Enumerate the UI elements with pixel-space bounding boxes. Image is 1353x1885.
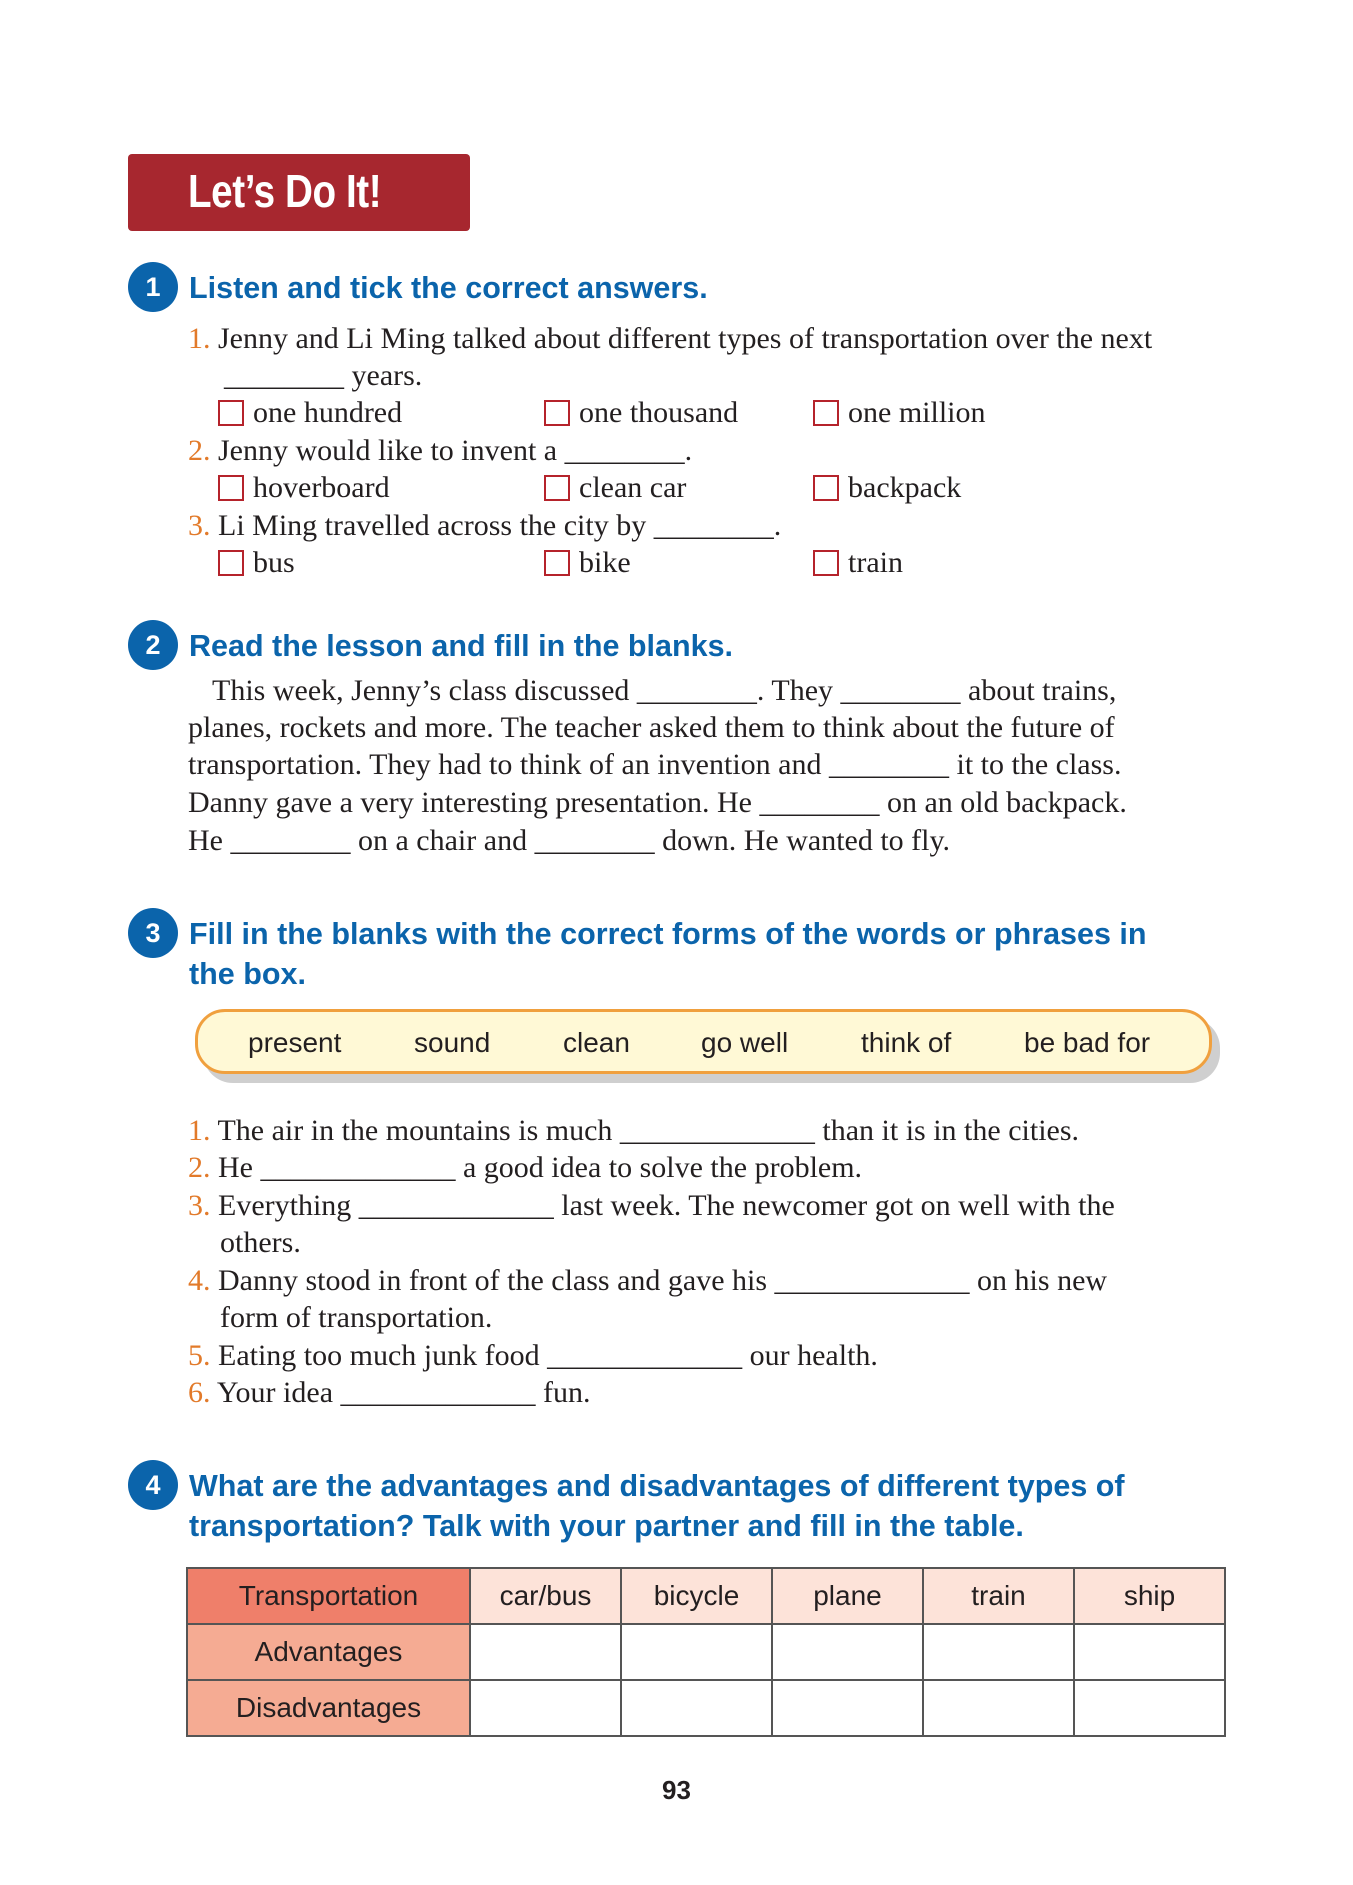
word-option: clean (563, 1027, 630, 1058)
checkbox-icon[interactable] (813, 475, 839, 501)
table-column-header: car/bus (470, 1568, 621, 1624)
exercise-item (188, 1187, 1115, 1224)
section-number-badge: 3 (128, 908, 178, 958)
option-checkbox[interactable] (218, 469, 390, 506)
section-title-line: the box. (189, 957, 306, 991)
option-checkbox[interactable] (218, 544, 295, 581)
question-1 (188, 320, 1152, 357)
table-header-row (187, 1568, 1225, 1624)
table-cell[interactable] (923, 1680, 1074, 1736)
passage-line: He ________ on a chair and ________ down. He wanted to fly. (188, 824, 951, 857)
checkbox-icon[interactable] (218, 400, 244, 426)
word-box (195, 1009, 1212, 1074)
exercise-item-continuation: form of transportation. (220, 1301, 493, 1334)
section-number-badge: 2 (128, 620, 178, 670)
option-label: hoverboard (253, 471, 390, 504)
option-checkbox[interactable] (813, 469, 961, 506)
item-number: 2. (188, 1151, 211, 1184)
table-row (187, 1624, 1225, 1680)
section-number-badge: 1 (128, 262, 178, 312)
item-number: 1. (188, 1114, 211, 1147)
passage-line: planes, rockets and more. The teacher asked them to think about the future of (188, 711, 1115, 744)
checkbox-icon[interactable] (544, 550, 570, 576)
option-checkbox[interactable] (218, 394, 402, 431)
question-2 (188, 432, 692, 469)
table-corner-cell: Transportation (187, 1568, 470, 1624)
section-title-line: transportation? Talk with your partner and fill in the table. (189, 1509, 1024, 1543)
option-label: bus (253, 546, 295, 579)
question-text: Jenny would like to invent a ________. (218, 434, 693, 467)
item-text: He _____________ a good idea to solve the problem. (218, 1151, 863, 1184)
option-checkbox[interactable] (544, 544, 631, 581)
passage-line: transportation. They had to think of an invention and ________ it to the class. (188, 748, 1122, 781)
item-number: 3. (188, 1189, 211, 1222)
section-title-line: What are the advantages and disadvantages of different types of (189, 1469, 1125, 1503)
option-label: clean car (579, 471, 687, 504)
option-label: one thousand (579, 396, 739, 429)
word-option: go well (701, 1027, 789, 1058)
checkbox-icon[interactable] (813, 550, 839, 576)
question-number: 3. (188, 509, 211, 542)
question-1-continuation: ________ years. (224, 359, 423, 392)
banner-title: Let’s Do It! (188, 165, 382, 217)
passage-line: Danny gave a very interesting presentation. He ________ on an old backpack. (188, 786, 1127, 819)
table-cell[interactable] (1074, 1624, 1225, 1680)
page-number: 93 (662, 1775, 691, 1805)
item-text: Eating too much junk food _____________ our health. (218, 1339, 878, 1372)
option-label: backpack (848, 471, 962, 504)
section-title: Listen and tick the correct answers. (189, 271, 708, 305)
table-row (187, 1680, 1225, 1736)
exercise-item-continuation: others. (220, 1226, 301, 1259)
exercise-item (188, 1374, 591, 1411)
table-cell[interactable] (470, 1680, 621, 1736)
table-row-header: Disadvantages (187, 1680, 470, 1736)
item-text: The air in the mountains is much _____________ than it is in the cities. (217, 1114, 1080, 1147)
table-column-header: bicycle (621, 1568, 772, 1624)
item-text: Your idea _____________ fun. (216, 1376, 591, 1409)
table-cell[interactable] (1074, 1680, 1225, 1736)
item-text: Everything _____________ last week. The newcomer got on well with the (218, 1189, 1115, 1222)
item-number: 4. (188, 1264, 211, 1297)
item-number: 6. (188, 1376, 211, 1409)
section-title: Read the lesson and fill in the blanks. (189, 629, 734, 663)
item-text: Danny stood in front of the class and gave his _____________ on his new (218, 1264, 1108, 1297)
word-option: think of (861, 1027, 952, 1058)
option-label: one hundred (253, 396, 403, 429)
table-cell[interactable] (621, 1680, 772, 1736)
checkbox-icon[interactable] (544, 475, 570, 501)
option-label: bike (579, 546, 631, 579)
option-checkbox[interactable] (813, 544, 903, 581)
section-number-badge: 4 (128, 1460, 178, 1510)
question-number: 2. (188, 434, 211, 467)
passage-line: This week, Jenny’s class discussed ________. They ________ about trains, (212, 674, 1117, 707)
checkbox-icon[interactable] (544, 400, 570, 426)
exercise-item (188, 1337, 878, 1374)
option-checkbox[interactable] (813, 394, 986, 431)
exercise-item (188, 1262, 1107, 1299)
checkbox-icon[interactable] (218, 550, 244, 576)
exercise-item (188, 1112, 1079, 1149)
table-column-header: ship (1074, 1568, 1225, 1624)
option-checkbox[interactable] (544, 394, 738, 431)
question-3 (188, 507, 781, 544)
table-cell[interactable] (621, 1624, 772, 1680)
transportation-table (186, 1567, 1226, 1737)
word-option: present (248, 1027, 342, 1058)
table-cell[interactable] (772, 1624, 923, 1680)
lets-do-it-banner (128, 154, 470, 231)
question-text: Jenny and Li Ming talked about different types of transportation over the next (218, 322, 1153, 355)
table-cell[interactable] (772, 1680, 923, 1736)
checkbox-icon[interactable] (218, 475, 244, 501)
table-column-header: plane (772, 1568, 923, 1624)
exercise-item (188, 1149, 862, 1186)
table-column-header: train (923, 1568, 1074, 1624)
option-label: one million (848, 396, 986, 429)
table-cell[interactable] (470, 1624, 621, 1680)
word-option: be bad for (1024, 1027, 1151, 1058)
word-option: sound (414, 1027, 491, 1058)
question-text: Li Ming travelled across the city by ________. (218, 509, 782, 542)
checkbox-icon[interactable] (813, 400, 839, 426)
option-checkbox[interactable] (544, 469, 686, 506)
question-number: 1. (188, 322, 211, 355)
table-cell[interactable] (923, 1624, 1074, 1680)
table-row-header: Advantages (187, 1624, 470, 1680)
item-number: 5. (188, 1339, 211, 1372)
section-title-line: Fill in the blanks with the correct forms of the words or phrases in (189, 917, 1147, 951)
option-label: train (848, 546, 903, 579)
